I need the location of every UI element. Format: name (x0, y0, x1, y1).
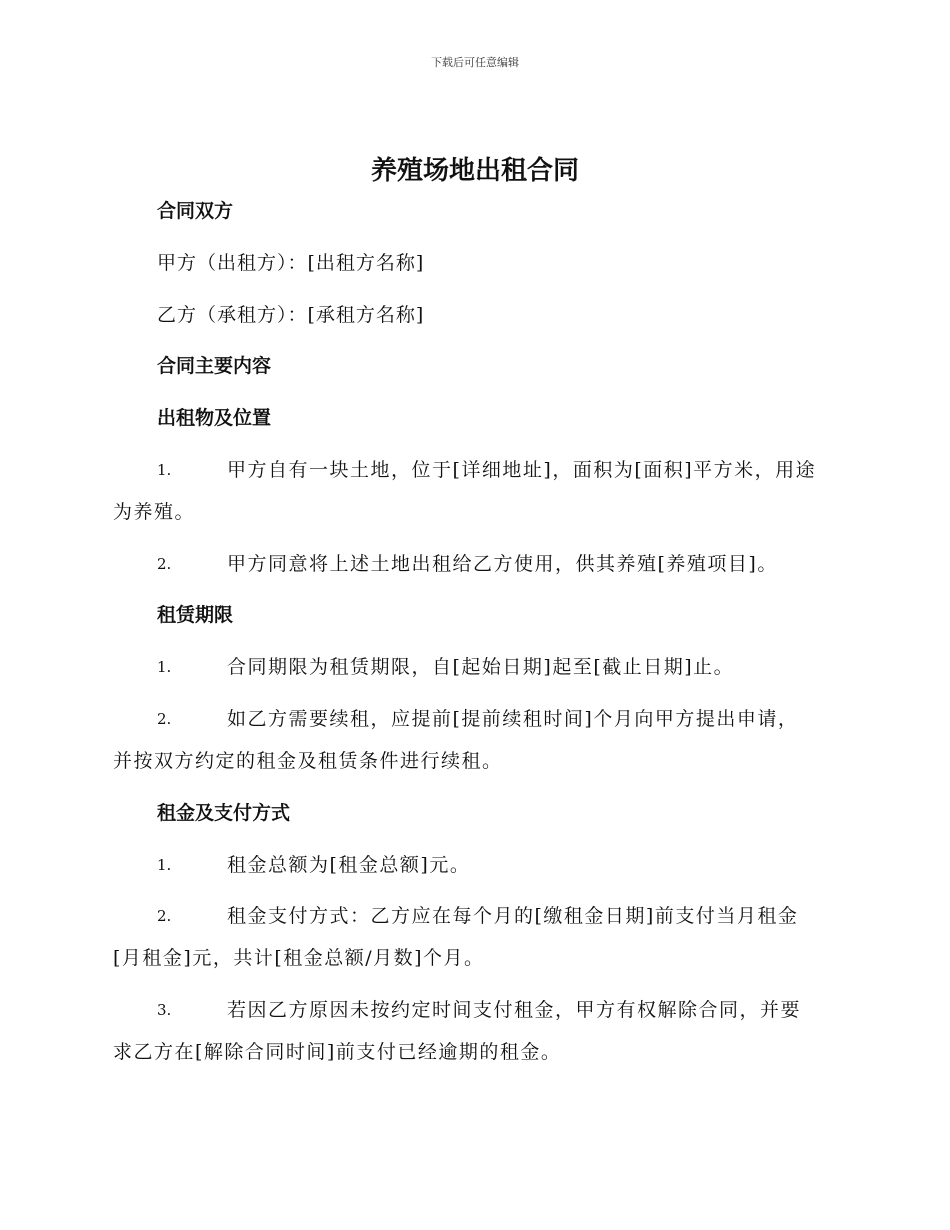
list-item-text: 甲方同意将上述土地出租给乙方使用，供其养殖[养殖项目]。 (227, 553, 778, 575)
party-b-line: 乙方（承租方）：[承租方名称] (157, 304, 425, 326)
list-item-text: 租金支付方式：乙方应在每个月的[缴租金日期]前支付当月租金 (227, 905, 799, 927)
list-item-continuation: 求乙方在[解除合同时间]前支付已经逾期的租金。 (113, 1041, 562, 1063)
section-heading-parties: 合同双方 (157, 200, 234, 222)
list-item-number: 2. (157, 907, 172, 925)
list-item-continuation: 并按双方约定的租金及租赁条件进行续租。 (113, 750, 503, 772)
header-note: 下载后可任意编辑 (431, 56, 519, 69)
list-item-number: 3. (157, 1001, 172, 1019)
list-item-continuation: [月租金]元，共计[租金总额/月数]个月。 (113, 947, 485, 969)
list-item-number: 2. (157, 710, 172, 728)
party-a-line: 甲方（出租方）：[出租方名称] (157, 252, 425, 274)
section-heading-rent: 租金及支付方式 (157, 802, 291, 824)
list-item-number: 1. (157, 856, 172, 874)
list-item-text: 租金总额为[租金总额]元。 (227, 854, 471, 876)
list-item-number: 1. (157, 461, 172, 479)
section-heading-main: 合同主要内容 (157, 355, 272, 377)
list-item-text: 若因乙方原因未按约定时间支付租金，甲方有权解除合同，并要 (227, 999, 802, 1021)
document-title: 养殖场地出租合同 (370, 156, 579, 186)
list-item-number: 1. (157, 658, 172, 676)
section-heading-lease-object: 出租物及位置 (157, 407, 272, 429)
section-heading-term: 租赁期限 (157, 604, 234, 626)
list-item-continuation: 为养殖。 (113, 501, 196, 523)
list-item-text: 如乙方需要续租，应提前[提前续租时间]个月向甲方提出申请， (227, 708, 799, 730)
list-item-text: 合同期限为租赁期限，自[起始日期]起至[截止日期]止。 (227, 656, 735, 678)
list-item-text: 甲方自有一块土地，位于[详细地址]，面积为[面积]平方米，用途 (227, 459, 817, 481)
list-item-number: 2. (157, 555, 172, 573)
